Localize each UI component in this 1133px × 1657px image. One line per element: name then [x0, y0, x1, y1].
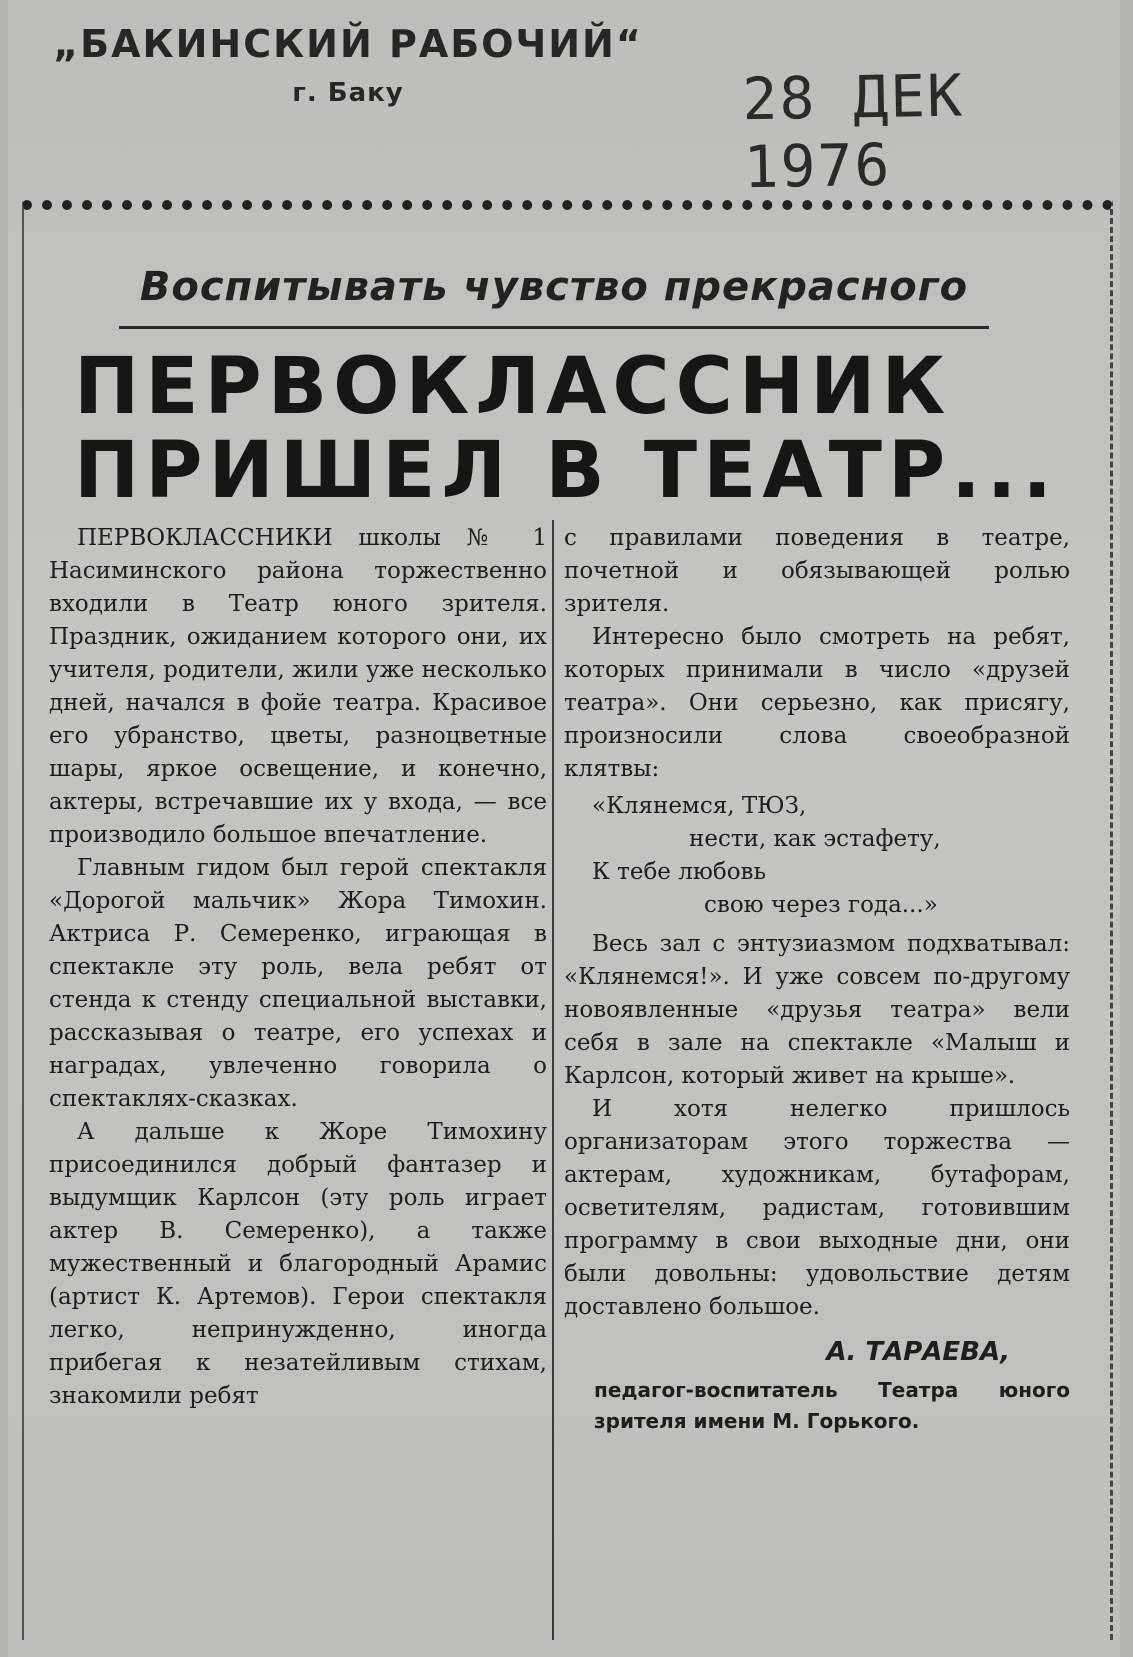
- verse-line: нести, как эстафету,: [689, 826, 941, 852]
- newspaper-sheet: [8, 0, 1120, 1657]
- kicker-divider: [119, 326, 989, 329]
- oath-verse: [564, 790, 1070, 922]
- author-name: А. ТАРАЕВА,: [826, 1337, 1010, 1367]
- date-stamp: 28 ДЕК 1976: [741, 61, 965, 202]
- newspaper-name: „БАКИНСКИЙ РАБОЧИЙ“: [53, 22, 643, 66]
- right-column: [564, 522, 1070, 1437]
- paragraph: Весь зал с энтузиазмом подхватывал: «Клянемся!». И уже совсем по-другому новоявленные «друзья театра» вели себя в зале на спектакле «Малыш и Карлсон, который живет на крыше».: [564, 931, 1070, 1089]
- paragraph: с правилами поведения в театре, почетной и обязывающей ролью зрителя.: [564, 525, 1070, 617]
- author-role: педагог-воспитатель Театра юного зрителя имени М. Горького.: [594, 1378, 1070, 1433]
- masthead: [8, 22, 688, 108]
- article-clipping: [22, 200, 1113, 1640]
- left-column: [49, 522, 547, 1413]
- verse-line: К тебе любовь: [592, 859, 767, 885]
- paragraph: Главным гидом был герой спектакля «Дорогой мальчик» Жора Тимохин. Актриса Р. Семеренко, играющая в спектакле эту роль, вела ребят от стенда к стенду специальной выставки, рассказывая о театре, его успехах и наградах, увлеченно говорила о спектаклях-сказках.: [49, 855, 547, 1112]
- paragraph: А дальше к Жоре Тимохину присоединился добрый фантазер и выдумщик Карлсон (эту роль играет актер В. Семеренко), а также мужественный и благородный Арамис (артист К. Артемов). Герои спектакля легко, непринужденно, иногда прибегая к незатейливым стихам, знакомили ребят: [49, 1119, 547, 1409]
- article-headline: [74, 342, 1074, 516]
- verse-line: «Клянемся, ТЮЗ,: [592, 793, 807, 819]
- paragraph: И хотя нелегко пришлось организаторам этого торжества — актерам, художникам, бутафорам, осветителям, радистам, готовившим программу в свои выходные дни, они были довольны: удовольствие детям доставлено большое.: [564, 1096, 1070, 1320]
- newspaper-city: г. Баку: [292, 78, 404, 108]
- headline-line-1: ПЕРВОКЛАССНИК: [74, 342, 952, 432]
- headline-line-2: ПРИШЕЛ В ТЕАТР...: [74, 426, 1059, 516]
- column-divider: [552, 520, 554, 1640]
- article-kicker: Воспитывать чувство прекрасного: [139, 264, 969, 310]
- verse-line: свою через года...»: [704, 892, 938, 918]
- paragraph: Интересно было смотреть на ребят, которых принимали в число «друзей театра». Они серьезно, как присягу, произносили слова своеобразной клятвы:: [564, 624, 1070, 782]
- paragraph: ПЕРВОКЛАССНИКИ школы № 1 Насиминского района торжественно входили в Театр юного зрителя. Праздник, ожиданием которого они, их учителя, родители, жили уже несколько дней, начался в фойе театра. Красивое его убранство, цветы, разноцветные шары, яркое освещение, и конечно, актеры, встречавшие их у входа, — все производило большое впечатление.: [49, 525, 547, 848]
